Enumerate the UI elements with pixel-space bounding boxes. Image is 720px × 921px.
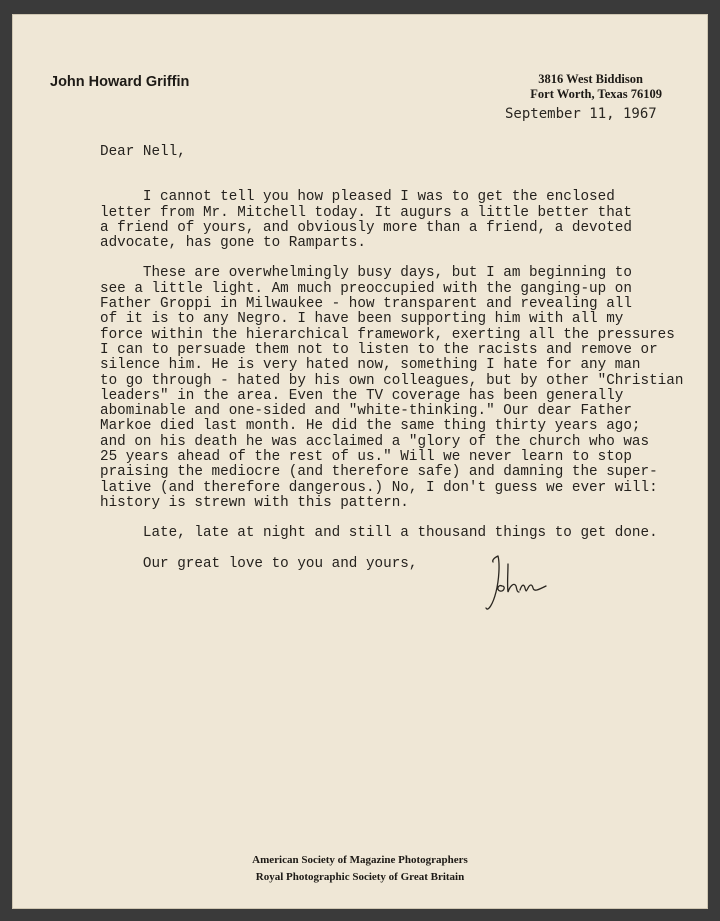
paragraph-4 — [100, 557, 700, 572]
letter-body — [100, 145, 700, 572]
text-line: I can to persuade them not to listen to the racists and remove or — [100, 341, 658, 358]
letterhead-footer — [12, 852, 708, 886]
text-line: leaders" in the area. Even the TV coverage has been generally — [100, 387, 624, 404]
text-line: of it is to any Negro. I have been supporting him with all my — [100, 311, 624, 328]
letterhead-address — [530, 72, 662, 102]
signature — [484, 550, 554, 620]
text-line: I cannot tell you how pleased I was to get the enclosed — [100, 189, 615, 206]
text-line: lative (and therefore dangerous.) No, I don't guess we ever will: — [100, 479, 658, 496]
paragraph-3 — [100, 526, 700, 541]
address-street: 3816 West Biddison — [538, 72, 643, 86]
closing: Our great love to you and yours, — [100, 555, 418, 572]
text-line: These are overwhelmingly busy days, but I am beginning to — [100, 265, 632, 282]
paragraph-1 — [100, 190, 700, 251]
letter-date: September 11, 1967 — [505, 106, 657, 122]
text-line: advocate, has gone to Ramparts. — [100, 235, 366, 252]
text-line: Father Groppi in Milwaukee - how transparent and revealing all — [100, 296, 632, 313]
letter-page — [12, 14, 708, 909]
text-line: praising the mediocre (and therefore safe) and damning the super- — [100, 464, 658, 481]
text-line: Late, late at night and still a thousand things to get done. — [100, 525, 658, 542]
text-line: and on his death he was acclaimed a "glory of the church who was — [100, 433, 650, 450]
text-line: history is strewn with this pattern. — [100, 494, 409, 511]
address-city: Fort Worth, Texas 76109 — [530, 87, 662, 101]
text-line: silence him. He is very hated now, something I hate for any man — [100, 357, 641, 374]
text-line: 25 years ahead of the rest of us." Will we never learn to stop — [100, 449, 632, 466]
text-line: force within the hierarchical framework, exerting all the pressures — [100, 326, 675, 343]
footer-line-1: American Society of Magazine Photographers — [252, 854, 468, 866]
text-line: letter from Mr. Mitchell today. It augurs a little better that — [100, 204, 632, 221]
footer-line-2: Royal Photographic Society of Great Britain — [255, 871, 465, 883]
text-line: a friend of yours, and obviously more than a friend, a devoted — [100, 219, 632, 236]
salutation: Dear Nell, — [100, 144, 186, 160]
letterhead-name: John Howard Griffin — [50, 74, 190, 90]
text-line: Markoe died last month. He did the same thing thirty years ago; — [100, 418, 641, 435]
text-line: see a little light. Am much preoccupied with the ganging-up on — [100, 280, 632, 297]
text-line: to go through - hated by his own colleagues, but by other "Christian — [100, 372, 684, 389]
paragraph-2 — [100, 266, 700, 511]
text-line: abominable and one-sided and "white-thinking." Our dear Father — [100, 403, 632, 420]
